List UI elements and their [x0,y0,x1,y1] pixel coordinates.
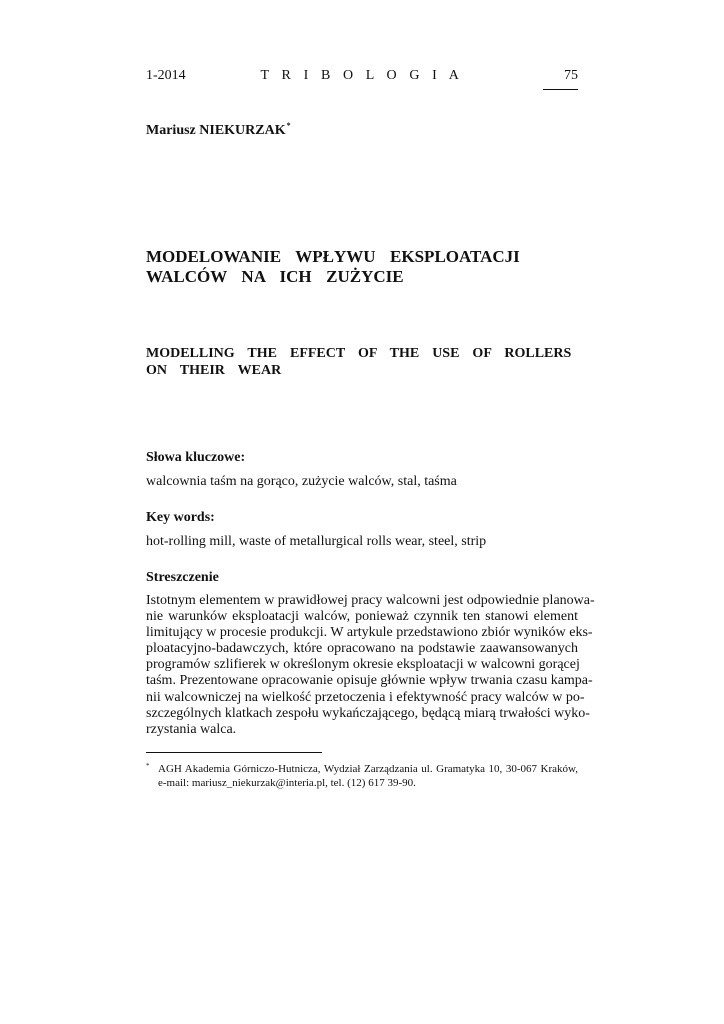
footnote-affiliation [146,762,578,776]
abstract-line: nii walcowniczej na wielkość przetoczenia i efektywność pracy walców w po- [146,689,585,705]
abstract-line: rzystania walca. [146,721,237,737]
footnote-separator [146,752,322,753]
abstract-body [146,593,595,738]
author-footnote-mark: * [286,121,291,130]
keywords-pl-text: walcownia taśm na gorąco, zużycie walców, stal, taśma [146,474,457,489]
issue-number: 1-2014 [146,68,186,83]
title-english-line: MODELLING THE EFFECT OF THE USE OF ROLLERS [146,346,572,361]
title-english [146,345,586,379]
abstract-line: limitujący w procesie produkcji. W artykule przedstawiono zbiór wyników eks- [146,625,593,641]
abstract-heading: Streszczenie [146,570,219,585]
footnote-line: AGH Akademia Górniczo-Hutnicza, Wydział Zarządzania ul. Gramatyka 10, 30-067 Kraków, [158,763,578,775]
abstract-line: nie warunków eksploatacji walców, ponieważ czynnik ten stanowi element [146,609,578,625]
footnote-mark: * [146,762,150,770]
title-polish [146,247,586,287]
page-number: 75 [564,68,578,83]
abstract-line: Istotnym elementem w prawidłowej pracy walcowni jest odpowiednie planowa- [146,593,595,608]
keywords-en-text: hot-rolling mill, waste of metallurgical rolls wear, steel, strip [146,534,487,549]
keywords-en-heading: Key words: [146,510,215,525]
header-rule [543,89,578,90]
abstract-line: taśm. Prezentowane opracowanie opisuje głównie wpływ trwania czasu kampa- [146,673,593,689]
abstract-line: programów szlifierek w określonym okresie eksploatacji w walcowni gorącej [146,657,580,673]
title-polish-line: MODELOWANIE WPŁYWU EKSPLOATACJI [146,247,520,266]
footnote-contact: e-mail: mariusz_niekurzak@interia.pl, tel. (12) 617 39-90. [158,777,416,789]
title-polish-line: WALCÓW NA ICH ZUŻYCIE [146,267,404,286]
abstract-line: ploatacyjno-badawczych, które opracowano na podstawie zaawansowanych [146,641,578,657]
title-english-line: ON THEIR WEAR [146,363,282,378]
running-header [146,68,578,88]
journal-name: T R I B O L O G I A [260,68,464,83]
footnote [146,762,578,790]
abstract-line: szczególnych klatkach zespołu wykańczającego, będącą miarą trwałości wyko- [146,705,590,721]
keywords-pl-heading: Słowa kluczowe: [146,450,246,465]
author-name: Mariusz NIEKURZAK [146,123,286,138]
author [146,121,291,139]
